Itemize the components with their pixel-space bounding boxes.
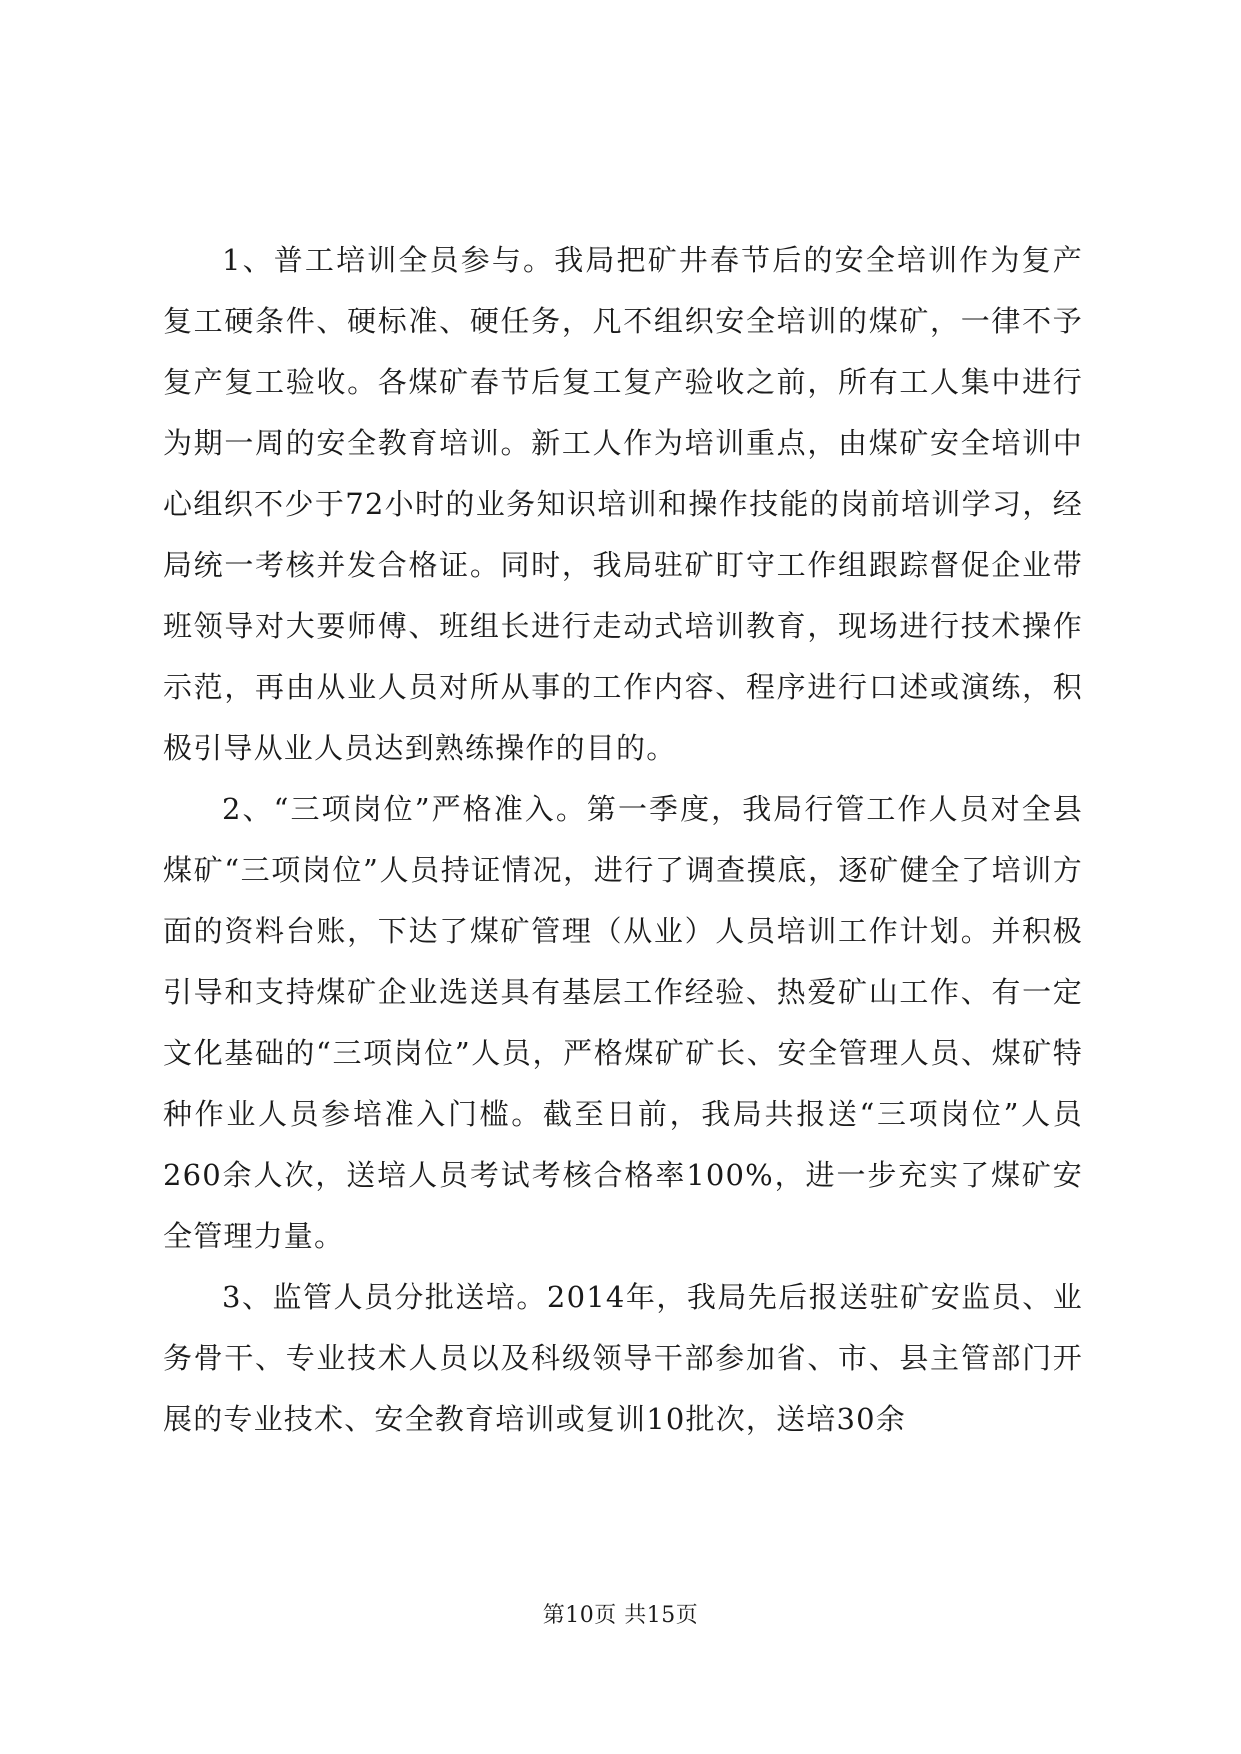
paragraph-3: 3、监管人员分批送培。2014年，我局先后报送驻矿安监员、业务骨干、专业技术人员以及科级领导干部参加省、市、县主管部门开展的专业技术、安全教育培训或复训10批次，送培30余 — [163, 1280, 1083, 1436]
paragraph-1: 1、普工培训全员参与。我局把矿井春节后的安全培训作为复产复工硬条件、硬标准、硬任务，凡不组织安全培训的煤矿，一律不予复产复工验收。各煤矿春节后复工复产验收之前，所有工人集中进行为期一周的安全教育培训。新工人作为培训重点，由煤矿安全培训中心组织不少于72小时的业务知识培训和操作技能的岗前培训学习，经局统一考核并发合格证。同时，我局驻矿盯守工作组跟踪督促企业带班领导对大要师傅、班组长进行走动式培训教育，现场进行技术操作示范，再由从业人员对所从事的工作内容、程序进行口述或演练，积极引导从业人员达到熟练操作的目的。 — [163, 243, 1083, 765]
document-body — [163, 230, 1083, 1450]
page-number-footer: 第10页 共15页 — [542, 1603, 699, 1628]
paragraph-2: 2、“三项岗位”严格准入。第一季度，我局行管工作人员对全县煤矿“三项岗位”人员持证情况，进行了调查摸底，逐矿健全了培训方面的资料台账，下达了煤矿管理（从业）人员培训工作计划。并积极引导和支持煤矿企业选送具有基层工作经验、热爱矿山工作、有一定文化基础的“三项岗位”人员，严格煤矿矿长、安全管理人员、煤矿特种作业人员参培准入门槛。截至日前，我局共报送“三项岗位”人员260余人次，送培人员考试考核合格率100%，进一步充实了煤矿安全管理力量。 — [163, 792, 1083, 1253]
